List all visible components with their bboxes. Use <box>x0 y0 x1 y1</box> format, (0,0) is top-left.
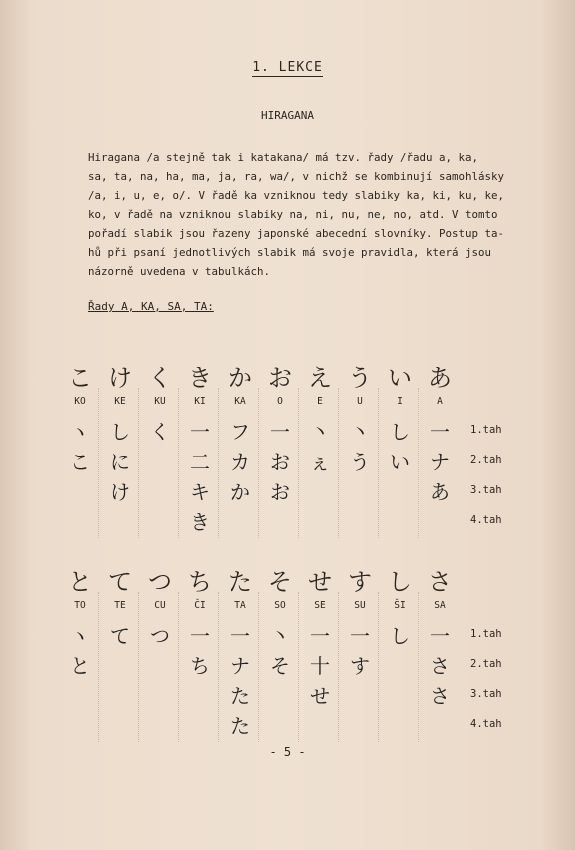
stroke-step: 一 <box>190 624 210 648</box>
romaji-label: TA <box>234 600 246 611</box>
paragraph-line: pořadí slabik jsou řazeny japonské abecední slovníky. Postup ta- <box>88 227 505 240</box>
paragraph-line: Hiragana /a stejně tak i katakana/ má tzv. řady /řadu a, ka, <box>88 151 479 164</box>
kana-character: え <box>308 364 332 392</box>
romaji-label: KU <box>154 396 166 407</box>
romaji-label: KO <box>74 396 86 407</box>
paragraph-line: /a, i, u, e, o/. V řadě ka vzniknou tedy slabiky ka, ki, ku, ke, <box>88 189 505 202</box>
romaji-label: A <box>437 396 443 407</box>
stroke-step: キ <box>190 480 210 504</box>
lesson-title <box>0 60 575 75</box>
kana-character: き <box>188 364 212 392</box>
column-guide <box>418 592 419 742</box>
stroke-step: か <box>230 480 250 504</box>
romaji-label: TE <box>114 600 126 611</box>
stroke-order-label: 2.tah <box>470 658 502 670</box>
stroke-step: ヽ <box>70 624 90 648</box>
stroke-step: く <box>150 420 170 444</box>
stroke-step: し <box>390 624 410 648</box>
kana-character: と <box>68 568 92 596</box>
stroke-step: ナ <box>430 450 450 474</box>
stroke-step: 丶 <box>270 624 290 648</box>
kana-character: い <box>388 364 412 392</box>
kana-character: け <box>108 364 132 392</box>
romaji-label: KA <box>234 396 246 407</box>
stroke-step: ヽ <box>70 420 90 444</box>
stroke-step: う <box>350 450 370 474</box>
rows-label-text: Řady A, KA, SA, TA: <box>88 300 214 313</box>
kana-character: そ <box>268 568 292 596</box>
stroke-step: 一 <box>270 420 290 444</box>
stroke-step: 丶 <box>310 420 330 444</box>
kana-character: く <box>148 364 172 392</box>
kana-character: う <box>348 364 372 392</box>
stroke-step: そ <box>270 654 290 678</box>
stroke-step: い <box>390 450 410 474</box>
stroke-step: た <box>230 684 250 708</box>
intro-paragraph <box>88 148 548 281</box>
stroke-step: こ <box>70 450 90 474</box>
kana-character: す <box>348 568 372 596</box>
stroke-step: つ <box>150 624 170 648</box>
stroke-step: 丶 <box>350 420 370 444</box>
kana-character: た <box>228 568 252 596</box>
romaji-label: O <box>277 396 283 407</box>
romaji-label: U <box>357 396 363 407</box>
stroke-step: し <box>110 420 130 444</box>
stroke-step: 一 <box>430 624 450 648</box>
paragraph-line: hů při psaní jednotlivých slabik má svoje pravidla, která jsou <box>88 246 492 259</box>
stroke-order-label: 3.tah <box>470 484 502 496</box>
romaji-label: SE <box>314 600 326 611</box>
stroke-step: 一 <box>230 624 250 648</box>
stroke-step: と <box>70 654 90 678</box>
stroke-step: フ <box>230 420 250 444</box>
stroke-step: 二 <box>190 450 210 474</box>
paragraph-line: názorně uvedena v tabulkách. <box>88 265 271 278</box>
column-guide <box>178 388 179 538</box>
kana-character: お <box>268 364 292 392</box>
romaji-label: SA <box>434 600 446 611</box>
paragraph-line: sa, ta, na, ha, ma, ja, ra, wa/, v nichž se kombinují samohlásky <box>88 170 505 183</box>
lesson-title-text: 1. LEKCE <box>252 60 323 75</box>
kana-character: つ <box>148 568 172 596</box>
stroke-step: カ <box>230 450 250 474</box>
romaji-label: SO <box>274 600 286 611</box>
column-guide <box>138 592 139 742</box>
stroke-step: て <box>110 624 130 648</box>
stroke-step: に <box>110 450 130 474</box>
page-number: - 5 - <box>269 745 306 759</box>
romaji-label: E <box>317 396 323 407</box>
stroke-order-label: 1.tah <box>470 628 502 640</box>
romaji-label: ČI <box>194 600 206 611</box>
stroke-step: ぇ <box>310 450 330 474</box>
stroke-step: ナ <box>230 654 250 678</box>
romaji-label: KI <box>194 396 206 407</box>
paragraph-line: ko, v řadě na vzniknou slabiky na, ni, nu, ne, no, atd. V tomto <box>88 208 498 221</box>
stroke-order-label: 1.tah <box>470 424 502 436</box>
stroke-step: け <box>110 480 130 504</box>
romaji-label: TO <box>74 600 86 611</box>
stroke-step: す <box>350 654 370 678</box>
kana-character: か <box>228 364 252 392</box>
stroke-order-label: 4.tah <box>470 514 502 526</box>
stroke-order-label: 4.tah <box>470 718 502 730</box>
stroke-step: さ <box>430 684 450 708</box>
kana-character: ち <box>188 568 212 596</box>
stroke-step: 十 <box>310 654 330 678</box>
stroke-step: お <box>270 480 290 504</box>
romaji-label: CU <box>154 600 166 611</box>
stroke-step: ち <box>190 654 210 678</box>
kana-character: せ <box>308 568 332 596</box>
romaji-label: ŠI <box>394 600 406 611</box>
kana-character: て <box>108 568 132 596</box>
kana-character: し <box>388 568 412 596</box>
romaji-label: KE <box>114 396 126 407</box>
stroke-step: さ <box>430 654 450 678</box>
stroke-step: あ <box>430 480 450 504</box>
stroke-order-label: 2.tah <box>470 454 502 466</box>
stroke-step: 一 <box>190 420 210 444</box>
stroke-step: し <box>390 420 410 444</box>
stroke-step: 一 <box>350 624 370 648</box>
stroke-step: お <box>270 450 290 474</box>
stroke-step: た <box>230 714 250 738</box>
column-guide <box>178 592 179 742</box>
romaji-label: SU <box>354 600 366 611</box>
kana-character: さ <box>428 568 452 596</box>
stroke-order-label: 3.tah <box>470 688 502 700</box>
kana-character: こ <box>68 364 92 392</box>
kana-character: あ <box>428 364 452 392</box>
romaji-label: I <box>397 396 403 407</box>
stroke-step: 一 <box>310 624 330 648</box>
stroke-step: き <box>190 510 210 534</box>
rows-label <box>88 300 214 313</box>
section-title: HIRAGANA <box>261 109 314 122</box>
stroke-step: せ <box>310 684 330 708</box>
stroke-step: 一 <box>430 420 450 444</box>
